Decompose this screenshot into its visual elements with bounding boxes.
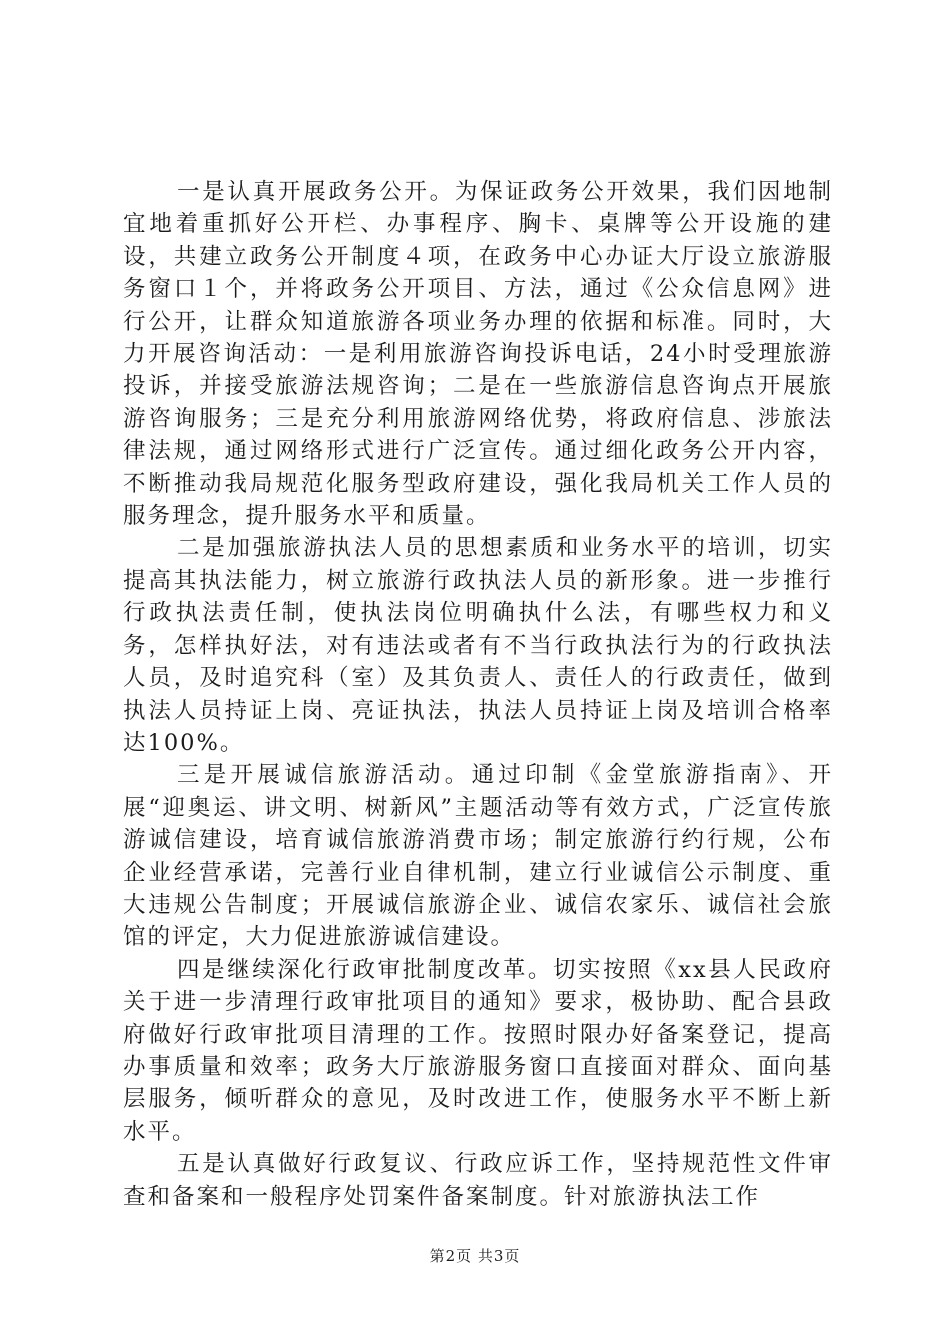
page-number-footer: 第2页 共3页 — [429, 1247, 521, 1265]
document-body — [123, 176, 833, 1213]
paragraph-1: 一是认真开展政务公开。为保证政务公开效果，我们因地制宜地着重抓好公开栏、办事程序、胸卡、桌牌等公开设施的建设，共建立政务公开制度４项，在政务中心办证大厅设立旅游服务窗口１个，并将政务公开项目、方法，通过《公众信息网》进行公开，让群众知道旅游各项业务办理的依据和标准。同时，大力开展咨询活动：一是利用旅游咨询投诉电话，24小时受理旅游投诉，并接受旅游法规咨询；二是在一些旅游信息咨询点开展旅游咨询服务；三是充分利用旅游网络优势，将政府信息、涉旅法律法规，通过网络形式进行广泛宣传。通过细化政务公开内容，不断推动我局规范化服务型政府建设，强化我局机关工作人员的服务理念，提升服务水平和质量。 — [123, 179, 833, 530]
paragraph-5: 五是认真做好行政复议、行政应诉工作，坚持规范性文件审查和备案和一般程序处罚案件备案制度。针对旅游执法工作 — [123, 1151, 833, 1210]
paragraph-4: 四是继续深化行政审批制度改革。切实按照《xx县人民政府关于进一步清理行政审批项目的通知》要求，极协助、配合县政府做好行政审批项目清理的工作。按照时限办好备案登记，提高办事质量和效率；政务大厅旅游服务窗口直接面对群众、面向基层服务，倾听群众的意见，及时改进工作，使服务水平不断上新水平。 — [123, 956, 833, 1145]
paragraph-3: 三是开展诚信旅游活动。通过印制《金堂旅游指南》、开展“迎奥运、讲文明、树新风”主题活动等有效方式，广泛宣传旅游诚信建设，培育诚信旅游消费市场；制定旅游行约行规，公布企业经营承诺，完善行业自律机制，建立行业诚信公示制度、重大违规公告制度；开展诚信旅游企业、诚信农家乐、诚信社会旅馆的评定，大力促进旅游诚信建设。 — [123, 762, 833, 951]
paragraph-2: 二是加强旅游执法人员的思想素质和业务水平的培训，切实提高其执法能力，树立旅游行政执法人员的新形象。进一步推行行政执法责任制，使执法岗位明确执什么法，有哪些权力和义务，怎样执好法，对有违法或者有不当行政执法行为的行政执法人员，及时追究科（室）及其负责人、责任人的行政责任，做到执法人员持证上岗、亮证执法，执法人员持证上岗及培训合格率达100%。 — [123, 535, 833, 756]
